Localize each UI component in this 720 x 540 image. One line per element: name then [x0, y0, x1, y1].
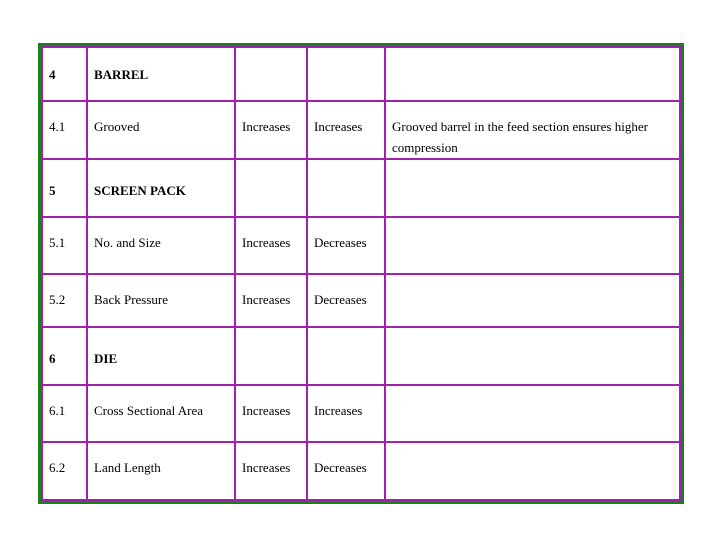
table-row — [42, 159, 680, 217]
table-row — [42, 385, 680, 442]
parameter-cell: No. and Size — [87, 217, 235, 274]
effect-cell-1: Increases — [235, 101, 307, 159]
effect-cell-1: Increases — [235, 442, 307, 500]
effect-cell-2: Increases — [307, 101, 385, 159]
row-number: 6.1 — [42, 385, 87, 442]
remark-cell — [385, 217, 680, 274]
parameter-cell: Grooved — [87, 101, 235, 159]
effect-cell-1: Increases — [235, 217, 307, 274]
effect-cell-1: Increases — [235, 274, 307, 327]
effect-cell-2: Decreases — [307, 274, 385, 327]
table-row — [42, 217, 680, 274]
row-number: 5 — [42, 159, 87, 217]
parameter-cell: DIE — [87, 327, 235, 385]
effect-cell-2: Decreases — [307, 442, 385, 500]
row-number: 6.2 — [42, 442, 87, 500]
effect-cell-1 — [235, 47, 307, 101]
parameter-cell: Land Length — [87, 442, 235, 500]
row-number: 6 — [42, 327, 87, 385]
table-row — [42, 47, 680, 101]
remark-cell — [385, 385, 680, 442]
effect-cell-1: Increases — [235, 385, 307, 442]
row-number: 5.1 — [42, 217, 87, 274]
table-row — [42, 442, 680, 500]
row-number: 5.2 — [42, 274, 87, 327]
effect-cell-2 — [307, 327, 385, 385]
remark-cell — [385, 159, 680, 217]
effect-cell-2 — [307, 47, 385, 101]
parameter-cell: Back Pressure — [87, 274, 235, 327]
remark-cell — [385, 442, 680, 500]
table-row — [42, 101, 680, 159]
parameter-cell: Cross Sectional Area — [87, 385, 235, 442]
parameter-effects-table — [41, 46, 681, 501]
row-number: 4 — [42, 47, 87, 101]
remark-cell: Grooved barrel in the feed section ensures higher compression — [385, 101, 680, 159]
row-number: 4.1 — [42, 101, 87, 159]
remark-cell — [385, 274, 680, 327]
parameter-cell: BARREL — [87, 47, 235, 101]
effect-cell-1 — [235, 159, 307, 217]
remark-cell — [385, 327, 680, 385]
effect-cell-2 — [307, 159, 385, 217]
remark-cell — [385, 47, 680, 101]
effect-cell-2: Increases — [307, 385, 385, 442]
effect-cell-2: Decreases — [307, 217, 385, 274]
table-row — [42, 274, 680, 327]
table-row — [42, 327, 680, 385]
parameter-cell: SCREEN PACK — [87, 159, 235, 217]
effect-cell-1 — [235, 327, 307, 385]
